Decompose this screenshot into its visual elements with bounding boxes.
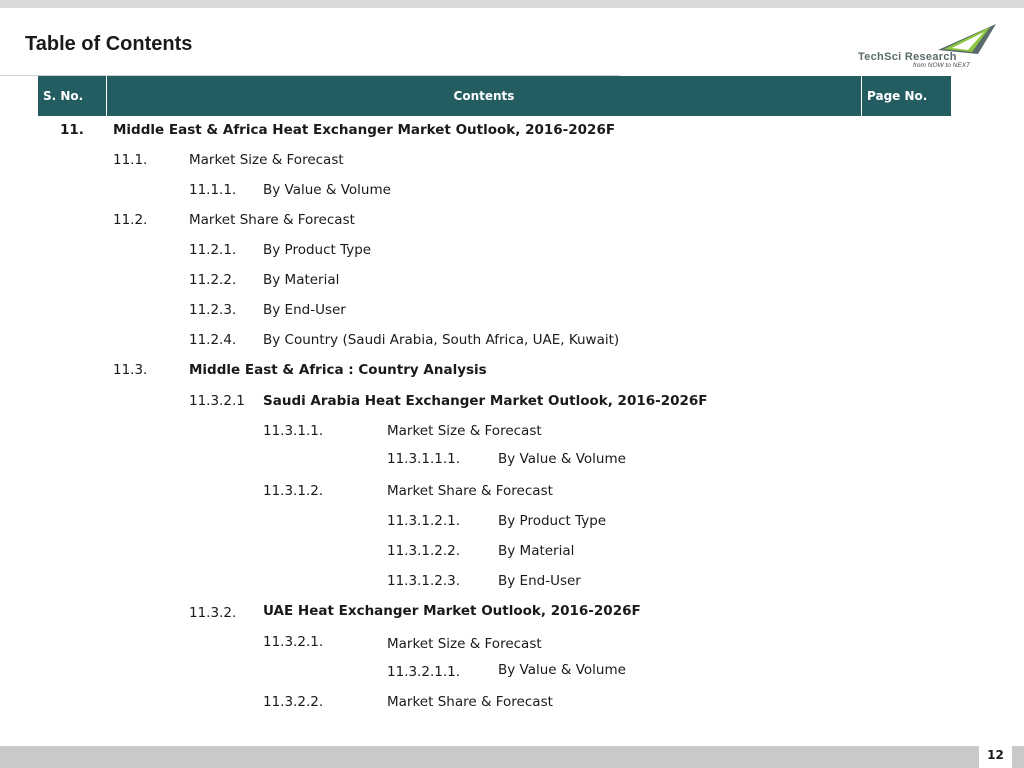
header-contents-label: Contents (453, 89, 515, 103)
toc-label: By Product Type (263, 242, 372, 258)
toc-label: Middle East & Africa : Country Analysis (189, 362, 487, 378)
header-sno (38, 76, 106, 116)
toc-number: 11.2.2. (189, 272, 237, 288)
toc-label: By End-User (498, 573, 581, 589)
toc-number: 11.2.3. (189, 302, 237, 318)
toc-number: 11.3.2.1.1. (387, 664, 460, 680)
page-title: Table of Contents (25, 33, 193, 55)
toc-number: 11.3.1.2.1. (387, 513, 460, 529)
toc-number: 11.3.2.1. (263, 634, 324, 650)
toc-label: By Material (498, 543, 575, 559)
toc-label: Market Size & Forecast (189, 152, 344, 168)
page-number: 12 (979, 742, 1012, 768)
toc-label: By End-User (263, 302, 346, 318)
toc-label: By Value & Volume (498, 451, 626, 467)
toc-label: By Country (Saudi Arabia, South Africa, UAE, Kuwait) (263, 332, 620, 348)
header-sno-label: S. No. (43, 89, 84, 103)
toc-number: 11.1.1. (189, 182, 237, 198)
footer-bar (0, 746, 1024, 768)
toc-number: 11.3. (113, 362, 148, 378)
toc-number: 11.3.1.1.1. (387, 451, 460, 467)
toc-number: 11.3.1.2.2. (387, 543, 460, 559)
toc-label: Saudi Arabia Heat Exchanger Market Outlook, 2016-2026F (263, 393, 708, 409)
toc-label: Market Share & Forecast (387, 694, 553, 710)
header-contents (107, 76, 861, 116)
toc-number: 11.3.2.2. (263, 694, 324, 710)
toc-number: 11.2.4. (189, 332, 237, 348)
toc-label: Market Share & Forecast (189, 212, 355, 228)
toc-label: By Value & Volume (263, 182, 391, 198)
toc-label: Market Share & Forecast (387, 483, 553, 499)
toc-label: UAE Heat Exchanger Market Outlook, 2016-2026F (263, 603, 641, 619)
toc-number: 11.3.1.1. (263, 423, 324, 439)
company-logo (858, 24, 1000, 72)
toc-number: 11.3.2.1 (189, 393, 245, 409)
logo-wordmark: TechSci Research (858, 51, 957, 63)
header-page (862, 76, 951, 116)
logo-tagline: from NOW to NEXT (912, 62, 970, 69)
toc-number: 11.1. (113, 152, 148, 168)
toc-label: Middle East & Africa Heat Exchanger Market Outlook, 2016-2026F (113, 122, 616, 138)
toc-number: 11.3.2. (189, 605, 237, 621)
header-page-label: Page No. (867, 89, 928, 103)
toc-label: Market Size & Forecast (387, 636, 542, 652)
toc-number: 11.2. (113, 212, 148, 228)
toc-label: By Material (263, 272, 340, 288)
top-border (0, 0, 1024, 8)
toc-label: By Value & Volume (498, 662, 626, 678)
toc-number: 11.3.1.2.3. (387, 573, 460, 589)
toc-label: Market Size & Forecast (387, 423, 542, 439)
toc-number: 11.3.1.2. (263, 483, 324, 499)
toc-number: 11.2.1. (189, 242, 237, 258)
logo-swoosh-icon (938, 24, 1000, 54)
toc-label: By Product Type (498, 513, 607, 529)
toc-number: 11. (60, 122, 84, 138)
